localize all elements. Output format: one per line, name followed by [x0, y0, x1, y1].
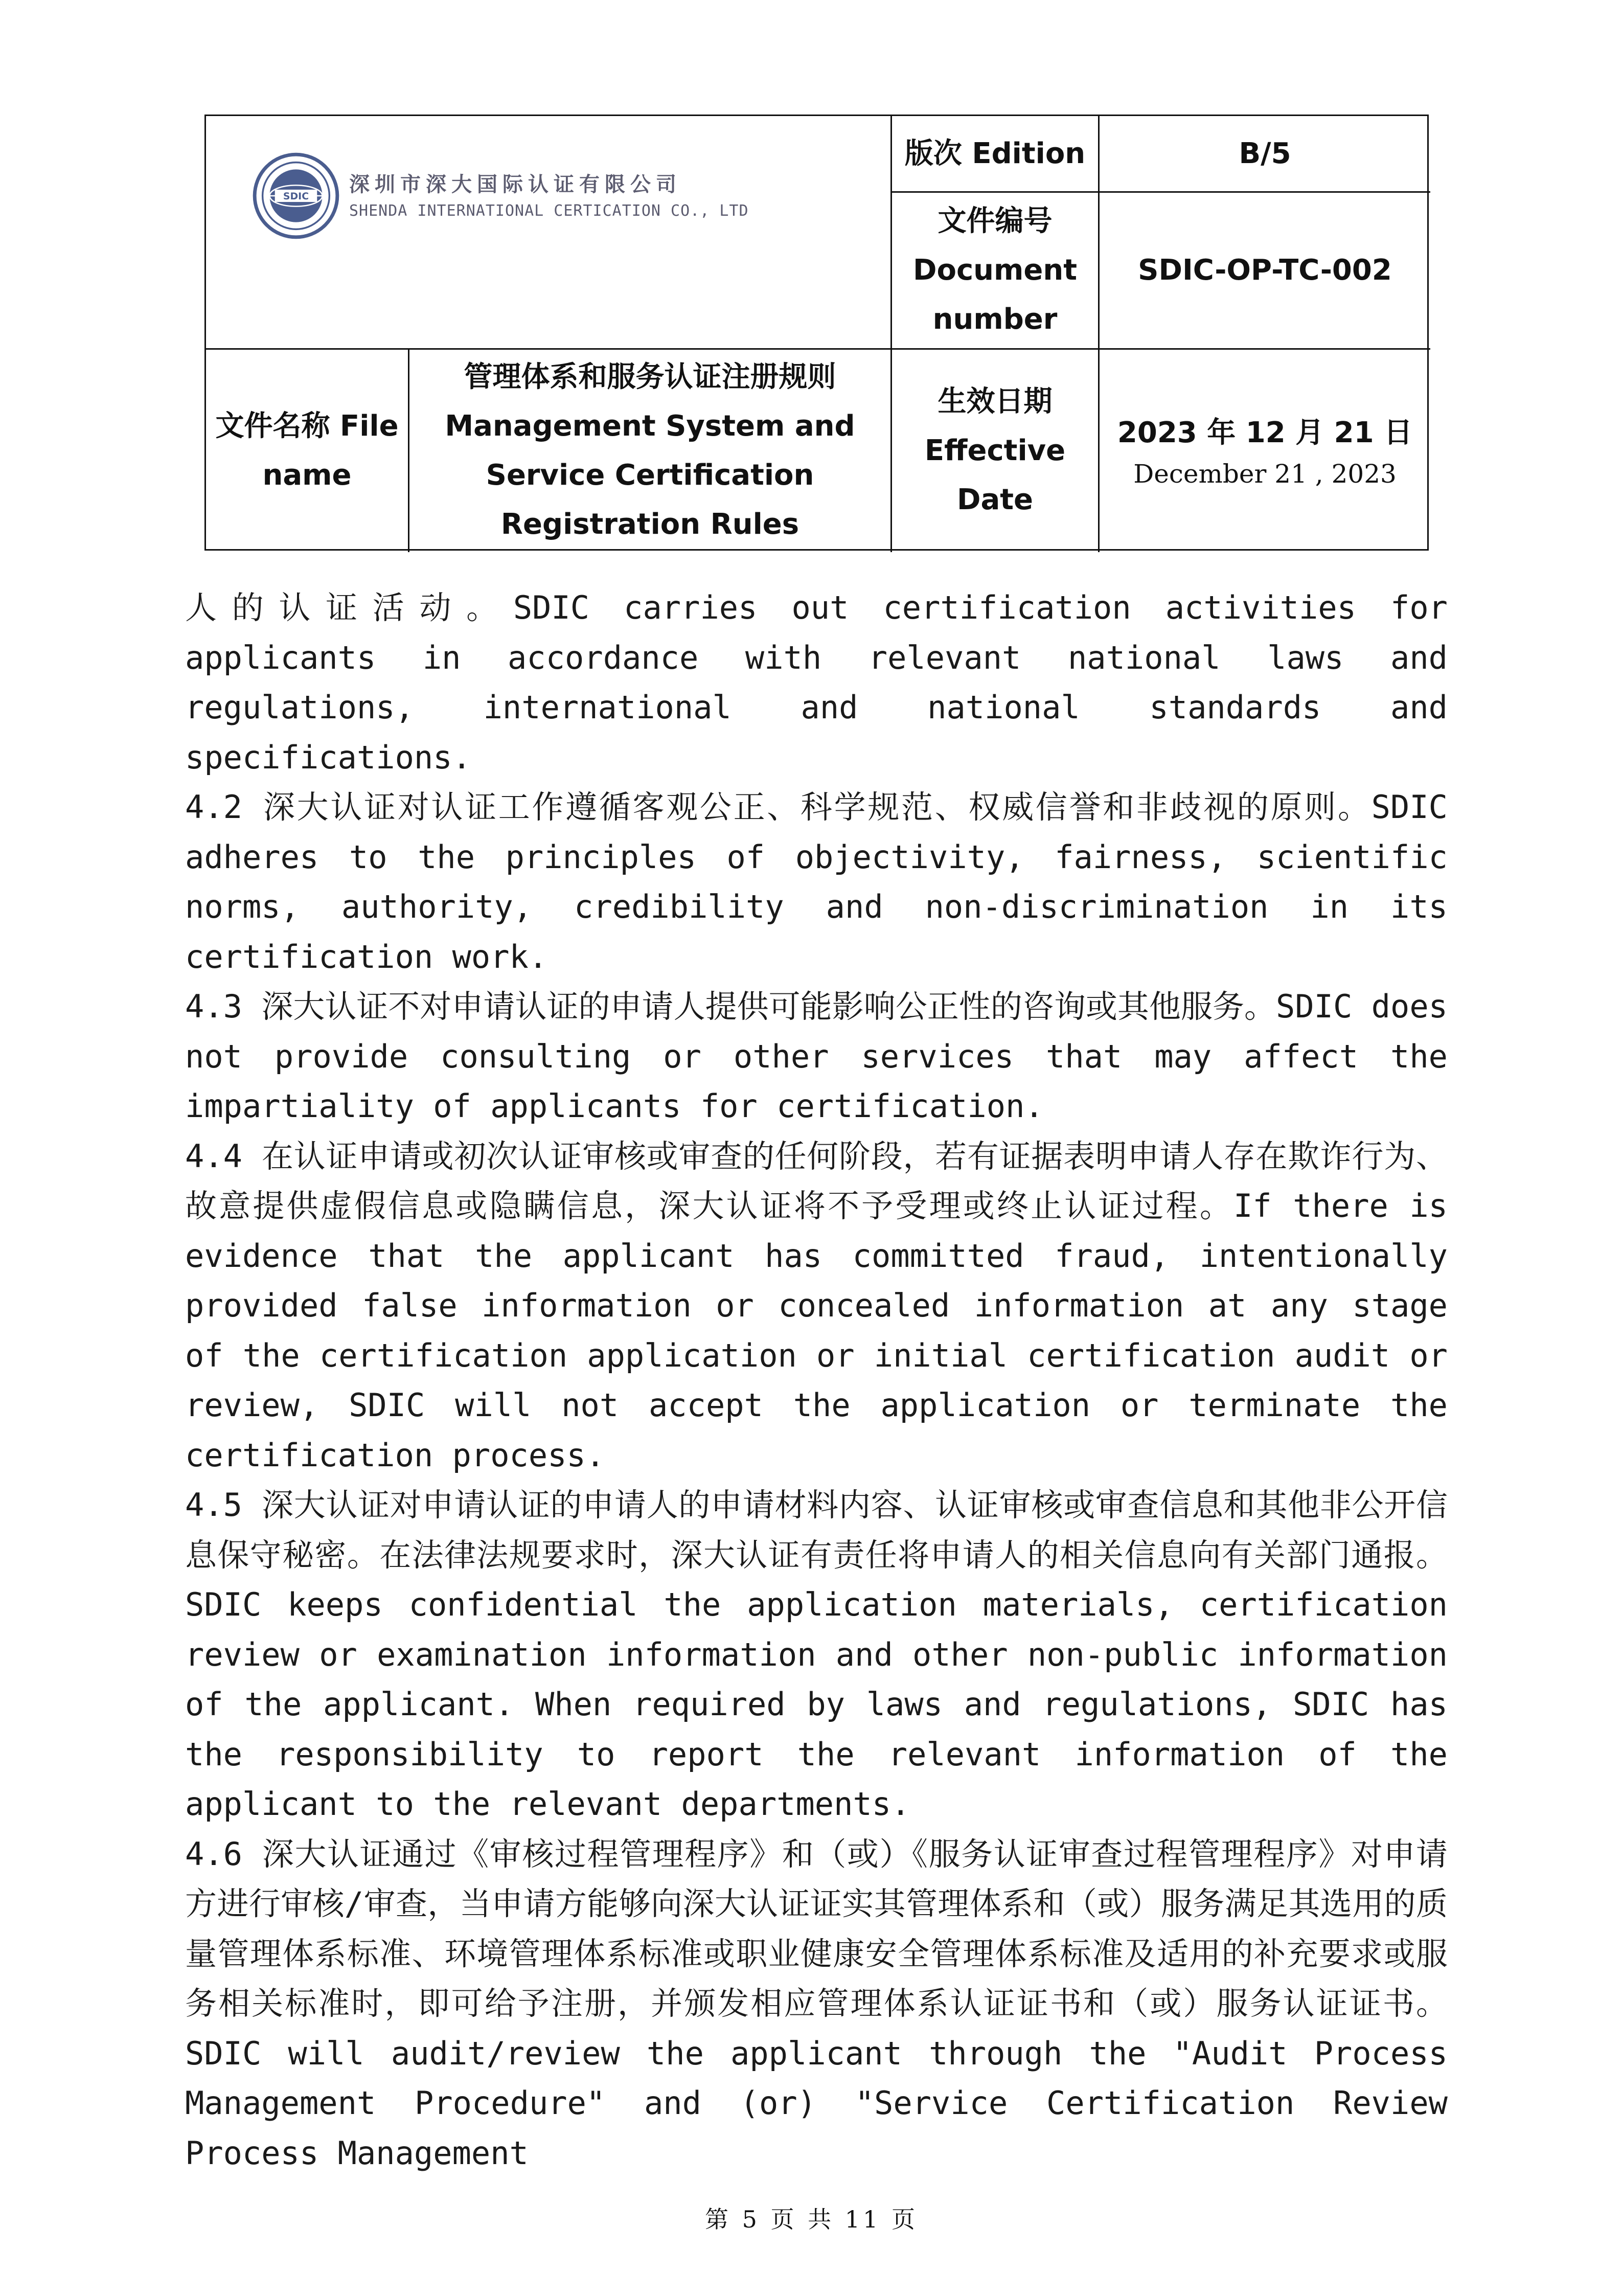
paragraph-4-6: 4.6 深大认证通过《审核过程管理程序》和（或）《服务认证审查过程管理程序》对申请方进行审核/审查，当申请方能够向深大认证证实其管理体系和（或）服务满足其选用的质量管理体系标准、环境管理体系标准或职业健康安全管理体系标准及适用的补充要求或服务相关标准时，即可给予注册，并颁发相应管理体系认证证书和（或）服务认证证书。SDIC will audit/review the applicant through the "Audit Process Management Procedure" and (or) "Service Certification Review Process Management [185, 1835, 1448, 2172]
edition-value-cell [1100, 116, 1430, 193]
docnum-value: SDIC-OP-TC-002 [1138, 254, 1392, 287]
effdate-label-cn: 生效日期 [938, 385, 1053, 418]
effdate-cn: 2023 年 12 月 21 日 [1117, 416, 1413, 449]
filename-label-cell [206, 350, 409, 552]
filename-en-2: Service Certification [486, 459, 814, 492]
company-logo [252, 152, 749, 240]
company-name-en: SHENDA INTERNATIONAL CERTICATION CO., LTD [349, 202, 749, 220]
sdic-seal-icon [252, 152, 340, 240]
paragraph-continuation: 人的认证活动。SDIC carries out certification activities for applicants in accordance with relevant national laws and regulations, international and national standards and specifications. [185, 589, 1448, 776]
logo-cell [206, 116, 892, 350]
filename-label-1: 文件名称 File [215, 410, 399, 443]
effdate-label-en-1: Effective [924, 434, 1066, 467]
filename-value-cell [409, 350, 892, 552]
page-number: 第 5 页 共 11 页 [705, 2206, 918, 2233]
docnum-label-en-2: number [932, 303, 1058, 336]
docnum-label-en-1: Document [913, 254, 1077, 287]
paragraph-4-4: 4.4 在认证申请或初次认证审核或审查的任何阶段，若有证据表明申请人存在欺诈行为、故意提供虚假信息或隐瞒信息，深大认证将不予受理或终止认证过程。If there is evidence that the applicant has committed fraud, intentionally provided false information or concealed information at any stage of the certification application or initial certification audit or review, SDIC will not accept the application or terminate the certification process. [185, 1137, 1448, 1474]
paragraph-4-3: 4.3 深大认证不对申请认证的申请人提供可能影响公正性的咨询或其他服务。SDIC does not provide consulting or other services that may affect the impartiality of applicants for certification. [185, 988, 1448, 1125]
paragraph-4-5: 4.5 深大认证对申请认证的申请人的申请材料内容、认证审核或审查信息和其他非公开信息保守秘密。在法律法规要求时，深大认证有责任将申请人的相关信息向有关部门通报。SDIC keeps confidential the application materials, certification review or examination information and other non-public information of the applicant. When required by laws and regulations, SDIC has the responsibility to report the relevant information of the applicant to the relevant departments. [185, 1486, 1448, 1823]
company-name-cn: 深圳市深大国际认证有限公司 [349, 172, 681, 196]
docnum-label-cell [892, 193, 1100, 350]
filename-label-2: name [262, 459, 352, 492]
header-table [204, 115, 1429, 551]
effdate-label-cell [892, 350, 1100, 552]
effdate-label-en-2: Date [956, 483, 1034, 516]
edition-label: 版次 Edition [904, 137, 1086, 170]
docnum-label-cn: 文件编号 [938, 204, 1053, 238]
effdate-en: December 21 , 2023 [1133, 459, 1397, 489]
filename-cn: 管理体系和服务认证注册规则 [464, 360, 836, 394]
filename-en-3: Registration Rules [500, 508, 799, 541]
edition-value: B/5 [1239, 137, 1291, 170]
docnum-value-cell [1100, 193, 1430, 350]
paragraph-4-2: 4.2 深大认证对认证工作遵循客观公正、科学规范、权威信誉和非歧视的原则。SDIC adheres to the principles of objectivity, fairness, scientific norms, authority, credibility and non-discrimination in its certification work. [185, 788, 1448, 975]
filename-en-1: Management System and [445, 410, 855, 443]
effdate-value-cell [1100, 350, 1430, 552]
logo-seal-text: SDIC [283, 190, 309, 202]
document-body [185, 583, 1448, 2172]
edition-label-cell [892, 116, 1100, 193]
